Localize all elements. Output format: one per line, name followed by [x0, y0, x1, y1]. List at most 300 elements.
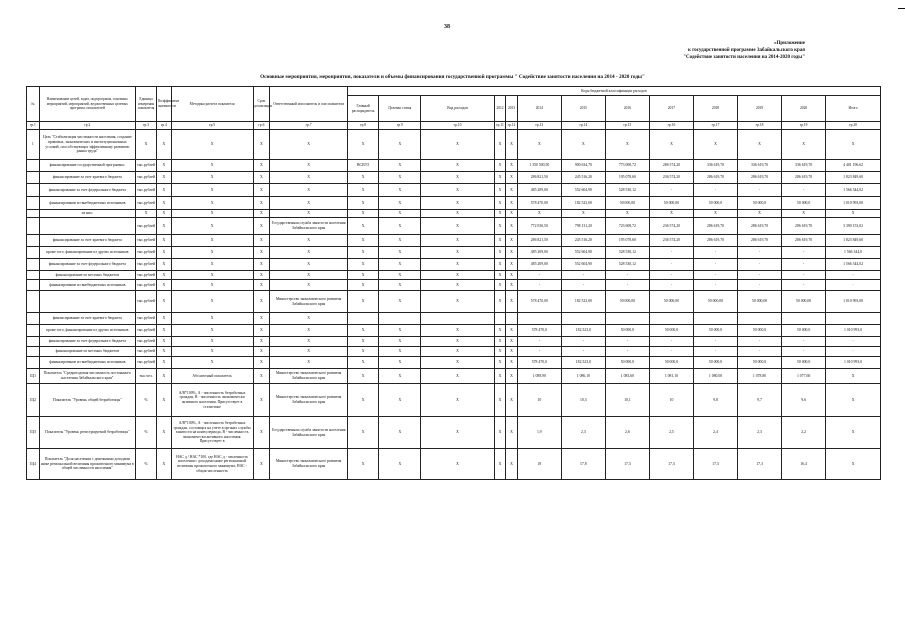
table-cell: X — [421, 325, 494, 337]
table-cell: 17,3 — [693, 449, 737, 480]
table-cell: 236 574,20 — [649, 172, 693, 184]
table-cell: Показатель "Среднегодовая численность постоянного населения Забайкальского края" — [39, 369, 135, 384]
table-cell: 552 604,90 — [561, 184, 605, 197]
table-cell: X — [270, 325, 348, 337]
table-cell — [649, 313, 693, 325]
table-cell: 9,7 — [738, 384, 782, 417]
table-cell: 50 000,00 — [605, 291, 649, 313]
table-row — [27, 197, 881, 210]
table-row — [27, 280, 881, 291]
table-cell: Абсолютный показатель — [171, 369, 253, 384]
table-cell: НАС д / НАС *100, где НАС д - численность населения с доходами ниже региональной величины прожиточного минимума; НАС - общая численность — [171, 449, 253, 480]
table-cell — [517, 313, 561, 325]
table-cell: X — [253, 357, 270, 369]
table-cell: финансирование за счет федерального бюджета — [39, 184, 135, 197]
table-cell: X — [270, 357, 348, 369]
table-cell: финансирование из внебюджетных источников — [39, 280, 135, 291]
table-cell: X — [506, 291, 518, 313]
table-cell: 50 000,0 — [738, 357, 782, 369]
table-row — [27, 259, 881, 271]
table-cell: X — [347, 247, 378, 259]
table-cell: - — [738, 280, 782, 291]
table-cell: 17,8 — [561, 449, 605, 480]
table-cell: 9,6 — [782, 384, 826, 417]
table-cell: А/В*100%, А - численность безработных граждан, В - численность экономически активного населения. Присутствует в статистике — [171, 384, 253, 417]
table-cell: 336 619,70 — [693, 160, 737, 172]
table-cell: - — [693, 337, 737, 347]
table-cell: 17,3 — [649, 449, 693, 480]
table-cell: X — [506, 271, 518, 280]
table-cell: 245 516,20 — [561, 235, 605, 247]
table-cell: 1 083,60 — [605, 369, 649, 384]
table-cell: 50 000,0 — [782, 325, 826, 337]
table-cell: X — [157, 337, 172, 347]
table-cell: X — [270, 184, 348, 197]
table-cell: 2,3 — [561, 417, 605, 449]
table-cell: X — [506, 184, 518, 197]
table-body — [27, 130, 881, 480]
table-cell: Министерство экономического развития Забайкальского края — [270, 449, 348, 480]
table-cell: X — [253, 337, 270, 347]
page-number: 38 — [444, 24, 450, 30]
table-cell — [506, 313, 518, 325]
table-cell: тыс.рублей — [136, 291, 157, 313]
table-cell: 1Ц4 — [27, 449, 40, 480]
table-cell: 182 523,00 — [561, 197, 605, 210]
table-cell: X — [506, 280, 518, 291]
table-cell: финансирование за счет краевого бюджета — [39, 235, 135, 247]
table-cell: 195 078,60 — [605, 172, 649, 184]
table-cell: 50 000,0 — [605, 325, 649, 337]
table-cell: X — [561, 210, 605, 218]
table-cell: X — [171, 357, 253, 369]
table-cell — [39, 291, 135, 313]
table-cell: X — [649, 210, 693, 218]
table-cell: X — [347, 130, 378, 160]
table-cell: - — [782, 271, 826, 280]
table-cell: 245 516,20 — [561, 172, 605, 184]
table-cell: X — [494, 235, 506, 247]
col-header-18: 2020 — [782, 96, 826, 122]
table-cell: Показатель "Уровень регистрируемой безработицы" — [39, 417, 135, 449]
col-header-15: 2017 — [649, 96, 693, 122]
table-cell: X — [379, 384, 421, 417]
table-cell: X — [157, 210, 172, 218]
table-cell: финансирование из внебюджетных источников — [39, 357, 135, 369]
table-cell: X — [270, 347, 348, 357]
table-cell: X — [253, 347, 270, 357]
table-cell: X — [506, 247, 518, 259]
table-row — [27, 235, 881, 247]
table-cell: - — [826, 271, 881, 280]
table-cell: - — [649, 271, 693, 280]
table-cell: тыс.рублей — [136, 172, 157, 184]
table-cell: X — [136, 130, 157, 160]
table-cell: X — [157, 247, 172, 259]
table-cell: X — [421, 259, 494, 271]
table-cell: 1 080,00 — [693, 369, 737, 384]
table-row — [27, 218, 881, 235]
table-cell: 2,2 — [782, 417, 826, 449]
table-cell: X — [826, 417, 881, 449]
table-cell: X — [270, 235, 348, 247]
table-cell: X — [157, 417, 172, 449]
table-cell: X — [494, 271, 506, 280]
table-cell: 1 081,10 — [649, 369, 693, 384]
table-cell: X — [347, 347, 378, 357]
table-cell: - — [738, 271, 782, 280]
table-cell: 286 619,70 — [782, 172, 826, 184]
table-cell — [39, 218, 135, 235]
table-cell: 1Ц3 — [27, 417, 40, 449]
table-cell: ВСЕГО — [347, 160, 378, 172]
table-cell: X — [421, 218, 494, 235]
table-cell: X — [253, 197, 270, 210]
col-header-0: № — [27, 87, 40, 122]
table-cell: X — [157, 291, 172, 313]
table-cell: кроме того, финансирование из других источников — [39, 247, 135, 259]
table-cell: X — [379, 197, 421, 210]
table-cell — [738, 313, 782, 325]
table-cell: X — [347, 384, 378, 417]
table-cell: X — [494, 160, 506, 172]
table-cell: X — [506, 337, 518, 347]
table-cell: 50 000,00 — [738, 291, 782, 313]
table-cell: % — [136, 384, 157, 417]
table-cell: X — [157, 259, 172, 271]
annex-note — [545, 40, 805, 61]
table-cell: X — [379, 325, 421, 337]
col-number: гр.8 — [347, 122, 378, 130]
table-cell: X — [421, 184, 494, 197]
table-cell: 236 574,20 — [649, 235, 693, 247]
table-cell: 1 010 993,00 — [826, 291, 881, 313]
table-cell: X — [171, 347, 253, 357]
table-cell: 900 634,70 — [561, 160, 605, 172]
table-cell: X — [738, 210, 782, 218]
table-cell: X — [379, 218, 421, 235]
col-number: гр.7 — [270, 122, 348, 130]
table-cell: X — [421, 197, 494, 210]
col-number: гр.18 — [738, 122, 782, 130]
table-cell: 336 619,70 — [738, 160, 782, 172]
table-cell: - — [517, 337, 561, 347]
table-cell: X — [171, 271, 253, 280]
table-cell: X — [506, 259, 518, 271]
table-cell: финансирование за счет федерального бюджета — [39, 337, 135, 347]
col-number: гр.15 — [605, 122, 649, 130]
table-cell: - — [517, 271, 561, 280]
table-cell: X — [506, 172, 518, 184]
table-cell: X — [693, 130, 737, 160]
table-cell: - — [605, 337, 649, 347]
table-cell: X — [494, 369, 506, 384]
table-cell: - — [649, 337, 693, 347]
table-row — [27, 417, 881, 449]
table-cell — [379, 313, 421, 325]
annex-line-2: к государственной программе Забайкальского края — [687, 48, 805, 53]
table-cell: X — [253, 325, 270, 337]
table-cell: - — [605, 271, 649, 280]
table-cell: - — [693, 347, 737, 357]
table-cell: X — [494, 130, 506, 160]
table-cell: X — [270, 337, 348, 347]
col-number: гр.9 — [379, 122, 421, 130]
table-cell: X — [421, 280, 494, 291]
table-cell: 1 078,80 — [738, 369, 782, 384]
table-cell: 552 604,90 — [561, 259, 605, 271]
col-header-7: Главный распорядитель — [347, 96, 378, 122]
table-cell: X — [494, 417, 506, 449]
table-cell: X — [270, 197, 348, 210]
table-cell: X — [157, 218, 172, 235]
table-cell: X — [270, 160, 348, 172]
table-cell: 50 000,00 — [693, 291, 737, 313]
table-cell: X — [494, 259, 506, 271]
table-cell: - — [782, 259, 826, 271]
col-header-13: 2015 — [561, 96, 605, 122]
table-cell: - — [782, 247, 826, 259]
table-row — [27, 449, 881, 480]
col-number: гр.1 — [27, 122, 40, 130]
table-cell: 1 566 344,0 — [826, 247, 881, 259]
table-cell: X — [171, 325, 253, 337]
table-row — [27, 247, 881, 259]
table-cell: 528 530,12 — [605, 259, 649, 271]
table-cell: 16,4 — [782, 449, 826, 480]
table-cell: X — [782, 130, 826, 160]
table-cell: - — [649, 259, 693, 271]
table-cell: 195 078,60 — [605, 235, 649, 247]
table-cell: X — [347, 172, 378, 184]
table-cell: 50 000,0 — [782, 357, 826, 369]
table-cell: 1 086,10 — [561, 369, 605, 384]
table-cell: X — [379, 449, 421, 480]
table-cell: X — [157, 449, 172, 480]
table-cell: X — [421, 160, 494, 172]
table-cell: X — [136, 210, 157, 218]
corner-mark — [898, 8, 905, 9]
table-cell: X — [157, 172, 172, 184]
table-cell: X — [347, 357, 378, 369]
table-cell: 286 619,70 — [738, 172, 782, 184]
col-number: гр.11 — [494, 122, 506, 130]
table-cell: 528 530,12 — [605, 184, 649, 197]
table-cell: - — [738, 247, 782, 259]
table-cell: X — [270, 172, 348, 184]
table-cell: 1 566 344,02 — [826, 184, 881, 197]
table-cell: X — [157, 130, 172, 160]
col-number: гр.10 — [421, 122, 494, 130]
table-cell: X — [494, 347, 506, 357]
col-number: гр.14 — [561, 122, 605, 130]
table-cell — [27, 247, 40, 259]
table-cell: тыс.рублей — [136, 218, 157, 235]
table-cell: - — [561, 337, 605, 347]
table-cell: X — [157, 347, 172, 357]
table-cell: % — [136, 449, 157, 480]
col-header-16: 2018 — [693, 96, 737, 122]
table-cell: 485 209,00 — [517, 247, 561, 259]
table-cell: 18 — [517, 449, 561, 480]
table-cell: Министерство экономического развития Забайкальского края — [270, 384, 348, 417]
table-cell: 50 000,00 — [782, 291, 826, 313]
table-cell: тыс.рублей — [136, 280, 157, 291]
annex-line-1: «Приложение — [774, 41, 805, 46]
table-cell: X — [347, 259, 378, 271]
table-cell: X — [157, 271, 172, 280]
table-cell: - — [517, 280, 561, 291]
table-row — [27, 325, 881, 337]
col-number: гр.13 — [517, 122, 561, 130]
table-cell: 485 209,00 — [517, 259, 561, 271]
table-cell: 50 000,0 — [782, 197, 826, 210]
table-row — [27, 357, 881, 369]
table-cell: X — [171, 259, 253, 271]
table-cell: X — [421, 357, 494, 369]
table-cell: X — [379, 160, 421, 172]
table-row — [27, 369, 881, 384]
table-cell: X — [157, 197, 172, 210]
col-number: гр.2 — [39, 122, 135, 130]
table-cell: X — [421, 347, 494, 357]
table-cell: 1 010 993,00 — [826, 197, 881, 210]
table-cell: Министерство экономического развития Забайкальского края — [270, 369, 348, 384]
table-cell: 50 000,00 — [649, 197, 693, 210]
table-cell: X — [270, 271, 348, 280]
table-cell: 798 131,20 — [561, 218, 605, 235]
col-header-9: Вид расходов — [421, 96, 494, 122]
table-cell: X — [826, 369, 881, 384]
table-cell: - — [605, 347, 649, 357]
table-cell — [494, 313, 506, 325]
table-cell: кроме того, финансирование из других источников — [39, 325, 135, 337]
table-cell: - — [738, 347, 782, 357]
table-cell: X — [253, 280, 270, 291]
table-cell: 286 619,70 — [693, 172, 737, 184]
table-cell: X — [171, 160, 253, 172]
document-title: Основные мероприятия, мероприятия, показатели и объемы финансирования государственной программы " Содействие занятости населения на 2014 - 2020 годы" — [260, 74, 645, 80]
table-cell: 3 390 153,02 — [826, 218, 881, 235]
table-cell: X — [494, 218, 506, 235]
table-cell: - — [693, 184, 737, 197]
table-cell: 17,3 — [605, 449, 649, 480]
table-cell: X — [171, 235, 253, 247]
table-cell: X — [494, 210, 506, 218]
table-cell: X — [506, 417, 518, 449]
table-cell: X — [826, 384, 881, 417]
table-cell — [347, 313, 378, 325]
table-cell: X — [253, 271, 270, 280]
annex-line-3: "Содействие занятости населения на 2014-2020 годы" — [683, 55, 805, 60]
table-cell: 286 619,70 — [782, 218, 826, 235]
table-cell: тыс.рублей — [136, 259, 157, 271]
table-cell: X — [379, 271, 421, 280]
table-cell: 286 619,70 — [782, 235, 826, 247]
col-number: гр.16 — [649, 122, 693, 130]
table-cell: - — [782, 337, 826, 347]
table-cell: X — [157, 280, 172, 291]
col-number: гр.17 — [693, 122, 737, 130]
table-cell: 286 821,50 — [517, 235, 561, 247]
col-header-3: Коэффициент значимости — [157, 87, 172, 122]
table-cell — [27, 357, 40, 369]
table-cell: 1 350 500,50 — [517, 160, 561, 172]
table-cell: из них: — [39, 210, 135, 218]
table-cell: Министерство экономического развития Забайкальского края — [270, 291, 348, 313]
table-cell: - — [738, 259, 782, 271]
table-cell: X — [379, 210, 421, 218]
table-cell: - — [738, 337, 782, 347]
table-cell: X — [379, 369, 421, 384]
table-cell: X — [421, 271, 494, 280]
table-cell: X — [157, 313, 172, 325]
table-cell: X — [347, 325, 378, 337]
table-cell: тыс.рублей — [136, 197, 157, 210]
col-header-19: Итого — [826, 96, 881, 122]
table-cell: X — [506, 218, 518, 235]
table-cell: X — [157, 160, 172, 172]
col-number: гр.4 — [157, 122, 172, 130]
table-cell — [27, 337, 40, 347]
table-cell: X — [171, 130, 253, 160]
table-cell: 286 574,20 — [649, 160, 693, 172]
table-cell — [27, 210, 40, 218]
table-cell: X — [494, 337, 506, 347]
table-row — [27, 337, 881, 347]
table-cell: X — [253, 172, 270, 184]
col-number: гр.3 — [136, 122, 157, 130]
table-cell: X — [270, 247, 348, 259]
table-cell: 50 000,0 — [649, 325, 693, 337]
table-cell: X — [253, 247, 270, 259]
table-cell: - — [649, 247, 693, 259]
table-cell: 578 470,00 — [517, 197, 561, 210]
table-cell: X — [253, 184, 270, 197]
table-cell — [27, 172, 40, 184]
table-cell: 528 530,12 — [605, 247, 649, 259]
table-cell: X — [421, 247, 494, 259]
table-cell: X — [379, 259, 421, 271]
table-cell: X — [494, 197, 506, 210]
table-cell — [27, 347, 40, 357]
col-header-17: 2019 — [738, 96, 782, 122]
table-cell: X — [826, 130, 881, 160]
table-cell: - — [693, 259, 737, 271]
table-cell: X — [347, 271, 378, 280]
table-cell: 10,1 — [605, 384, 649, 417]
table-cell: - — [693, 271, 737, 280]
table-cell: X — [506, 347, 518, 357]
table-cell: Цель "Стабилизация численности населения, создание правовых, экономических и институциональных условий, способствующих эффективному развитию рынка труда" — [39, 130, 135, 160]
table-cell: X — [171, 291, 253, 313]
table-cell: 17,3 — [738, 449, 782, 480]
table-cell: тыс.рублей — [136, 357, 157, 369]
table-row — [27, 130, 881, 160]
table-cell: финансирование из местных бюджетов — [39, 271, 135, 280]
table-cell: X — [421, 291, 494, 313]
table-cell: Показатель "Уровень общей безработицы" — [39, 384, 135, 417]
table-cell: X — [157, 235, 172, 247]
table-cell: - — [693, 247, 737, 259]
table-cell: - — [561, 271, 605, 280]
table-cell: X — [421, 235, 494, 247]
table-cell — [561, 313, 605, 325]
col-number: гр.12 — [506, 122, 518, 130]
table-cell: X — [379, 417, 421, 449]
table-cell: X — [782, 210, 826, 218]
table-cell — [826, 313, 881, 325]
